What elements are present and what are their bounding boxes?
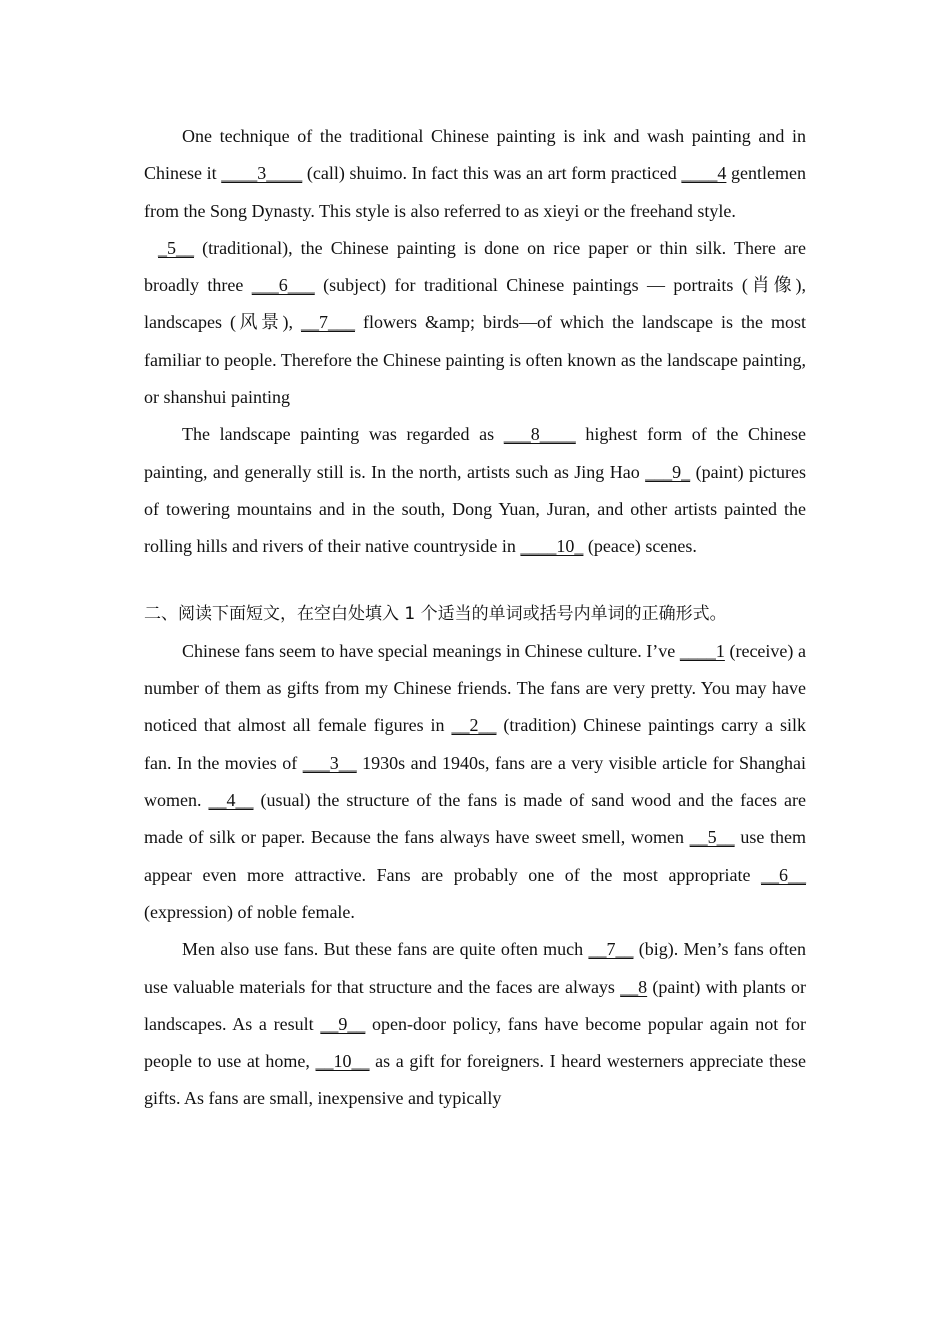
text-run: (receive) a number of them as gifts from my Chinese friends. The fans are very pretty. You may have noticed that almost all female figures in xyxy=(144,640,806,736)
text-run: (paint) pictures of towering mountains and in the south, Dong Yuan, Juran, and other artists painted the rolling hills and rivers of their native countryside in xyxy=(144,461,806,557)
text-run: as a gift for foreigners. I heard westerners appreciate these gifts. As fans are small, inexpensive and typically xyxy=(144,1051,806,1109)
blank-7: __7__ xyxy=(588,939,634,960)
blank-10: ____10_ xyxy=(520,536,584,557)
blank-7: __7___ xyxy=(301,312,355,333)
document-page xyxy=(144,118,806,1118)
blank-8: __8 xyxy=(620,976,648,997)
text-run: (tradition) Chinese paintings carry a silk fan. In the movies of xyxy=(144,715,806,773)
text-run: One technique of the traditional Chinese painting is ink and wash painting and in Chinese it xyxy=(144,126,806,184)
section-2-heading: 二、阅读下面短文，在空白处填入 1 个适当的单词或括号内单词的正确形式。 xyxy=(144,603,727,624)
blank-9: ___9_ xyxy=(645,461,691,482)
blank-4: __4__ xyxy=(208,790,254,811)
text-run: The landscape painting was regarded as xyxy=(182,424,504,445)
blank-4: ____4 xyxy=(681,163,727,184)
blank-10: __10__ xyxy=(315,1051,370,1072)
blank-2: __2__ xyxy=(451,715,497,736)
passage1-paragraph-3 xyxy=(144,416,806,565)
text-run: Chinese fans seem to have special meanings in Chinese culture. I’ve xyxy=(182,640,680,661)
passage1-paragraph-2 xyxy=(144,230,806,416)
blank-3: ___3__ xyxy=(302,752,357,773)
section2-paragraph-1 xyxy=(144,633,806,931)
text-run: (subject) for traditional Chinese paintings — portraits (肖像), landscapes (风景), xyxy=(144,275,806,333)
passage1-paragraph-1 xyxy=(144,118,806,230)
text-run: (usual) the structure of the fans is made of sand wood and the faces are made of silk or paper. Because the fans always have sweet smell, women xyxy=(144,790,807,848)
blank-6: __6__ xyxy=(761,864,806,885)
text-run: flowers &amp; birds—of which the landscape is the most familiar to people. Therefore the Chinese painting is often known as the landscape painting, or shanshui painting xyxy=(144,312,806,408)
blank-5: __5__ xyxy=(689,827,735,848)
blank-9: __9__ xyxy=(320,1013,366,1034)
blank-5: _5__ xyxy=(158,237,194,258)
text-run: (peace) scenes. xyxy=(583,536,697,557)
blank-3: ____3____ xyxy=(221,163,303,184)
text-run: Men also use fans. But these fans are quite often much xyxy=(182,939,589,960)
text-run: gentlemen from the Song Dynasty. This style is also referred to as xieyi or the freehand style. xyxy=(144,163,806,221)
text-run: use them appear even more attractive. Fans are probably one of the most appropriate xyxy=(144,827,806,885)
text-run: (traditional), the Chinese painting is done on rice paper or thin silk. There are broadly three xyxy=(144,237,806,296)
text-run: (paint) with plants or landscapes. As a result xyxy=(144,976,806,1034)
section2-paragraph-2 xyxy=(144,931,806,1117)
text-run: open-door policy, fans have become popular again not for people to use at home, xyxy=(144,1013,806,1072)
text-run: highest form of the Chinese painting, and generally still is. In the north, artists such as Jing Hao xyxy=(144,424,806,482)
section-spacer xyxy=(144,566,806,596)
blank-8: ___8____ xyxy=(503,424,576,445)
text-run: (expression) of noble female. xyxy=(144,901,355,922)
text-run: (call) shuimo. In fact this was an art form practiced xyxy=(302,163,682,184)
text-run: 1930s and 1940s, fans are a very visible article for Shanghai women. xyxy=(144,752,806,811)
text-run: (big). Men’s fans often use valuable materials for that structure and the faces are always xyxy=(144,939,807,997)
blank-6: ___6___ xyxy=(251,275,315,296)
blank-1: ____1 xyxy=(679,640,725,661)
